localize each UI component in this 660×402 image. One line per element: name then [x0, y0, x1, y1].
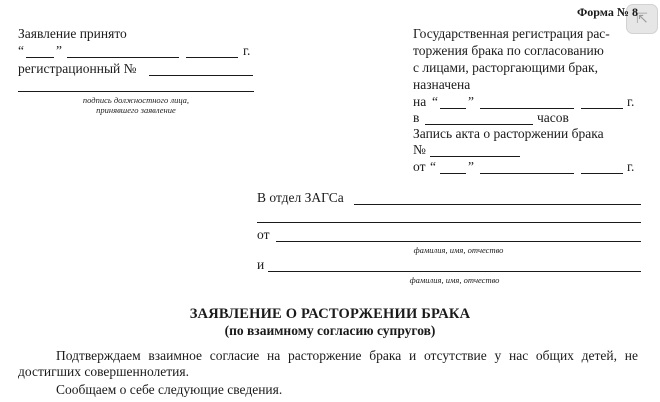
- from-label: от: [257, 227, 270, 242]
- year-suffix: г.: [243, 43, 251, 58]
- reg-number-field[interactable]: [149, 75, 253, 76]
- move-arrows-icon[interactable]: ⇱: [626, 4, 658, 34]
- signature-caption-2: принявшего заявление: [96, 105, 176, 115]
- reg-line-4: назначена: [413, 77, 471, 92]
- zags-name-field-2[interactable]: [257, 222, 641, 223]
- body-paragraph-2: Сообщаем о себе следующие сведения.: [56, 382, 283, 397]
- spouse2-name-caption: фамилия, имя, отчество: [409, 275, 500, 285]
- reg-line-2: торжения брака по согласованию: [413, 43, 604, 58]
- reg-number-label: регистрационный №: [18, 61, 137, 76]
- on-year-suffix: г.: [627, 94, 635, 109]
- day-field[interactable]: [26, 57, 54, 58]
- on-quote-close: ”: [468, 94, 474, 109]
- body-paragraph-1: Подтверждаем взаимное согласие на расторжение брака и отсутствие у нас общих детей, не достигших совершеннолетия.: [18, 348, 638, 379]
- reg-day-field[interactable]: [440, 108, 466, 109]
- hours-label: часов: [537, 110, 569, 125]
- spouse1-name-field[interactable]: [276, 241, 641, 242]
- record-number-field[interactable]: [430, 156, 520, 157]
- signature-field[interactable]: [18, 91, 254, 92]
- year-field[interactable]: [186, 57, 238, 58]
- month-field[interactable]: [67, 57, 179, 58]
- to-zags-label: В отдел ЗАГСа: [257, 190, 344, 205]
- date-quote-open: “: [18, 43, 24, 58]
- spouse2-name-field[interactable]: [268, 271, 641, 272]
- record-line: Запись акта о расторжении брака: [413, 126, 604, 141]
- record-month-field[interactable]: [480, 173, 574, 174]
- reg-line-3: с лицами, расторгающими брак,: [413, 60, 598, 75]
- on-quote-open: “: [432, 94, 438, 109]
- reg-line-1: Государственная регистрация рас-: [413, 26, 610, 41]
- from-quote-close: ”: [468, 159, 474, 174]
- spouse1-name-caption: фамилия, имя, отчество: [413, 245, 504, 255]
- and-label: и: [257, 257, 265, 272]
- reg-year-field[interactable]: [581, 108, 623, 109]
- from-year-suffix: г.: [627, 159, 635, 174]
- date-quote-close: ”: [56, 43, 62, 58]
- record-day-field[interactable]: [440, 173, 466, 174]
- reg-time-field[interactable]: [425, 124, 533, 125]
- in-prefix: в: [413, 110, 420, 125]
- number-sign: №: [413, 142, 426, 157]
- accepted-label: Заявление принято: [18, 26, 127, 41]
- form-number: Форма № 8: [577, 5, 638, 19]
- record-year-field[interactable]: [581, 173, 623, 174]
- from-quote-open: “: [430, 159, 436, 174]
- zags-name-field[interactable]: [354, 204, 641, 205]
- reg-month-field[interactable]: [480, 108, 574, 109]
- document-title: ЗАЯВЛЕНИЕ О РАСТОРЖЕНИИ БРАКА: [189, 306, 471, 322]
- signature-caption-1: подпись должностного лица,: [82, 95, 190, 105]
- on-prefix: на: [413, 94, 427, 109]
- document-subtitle: (по взаимному согласию супругов): [224, 323, 436, 338]
- from-prefix: от: [413, 159, 426, 174]
